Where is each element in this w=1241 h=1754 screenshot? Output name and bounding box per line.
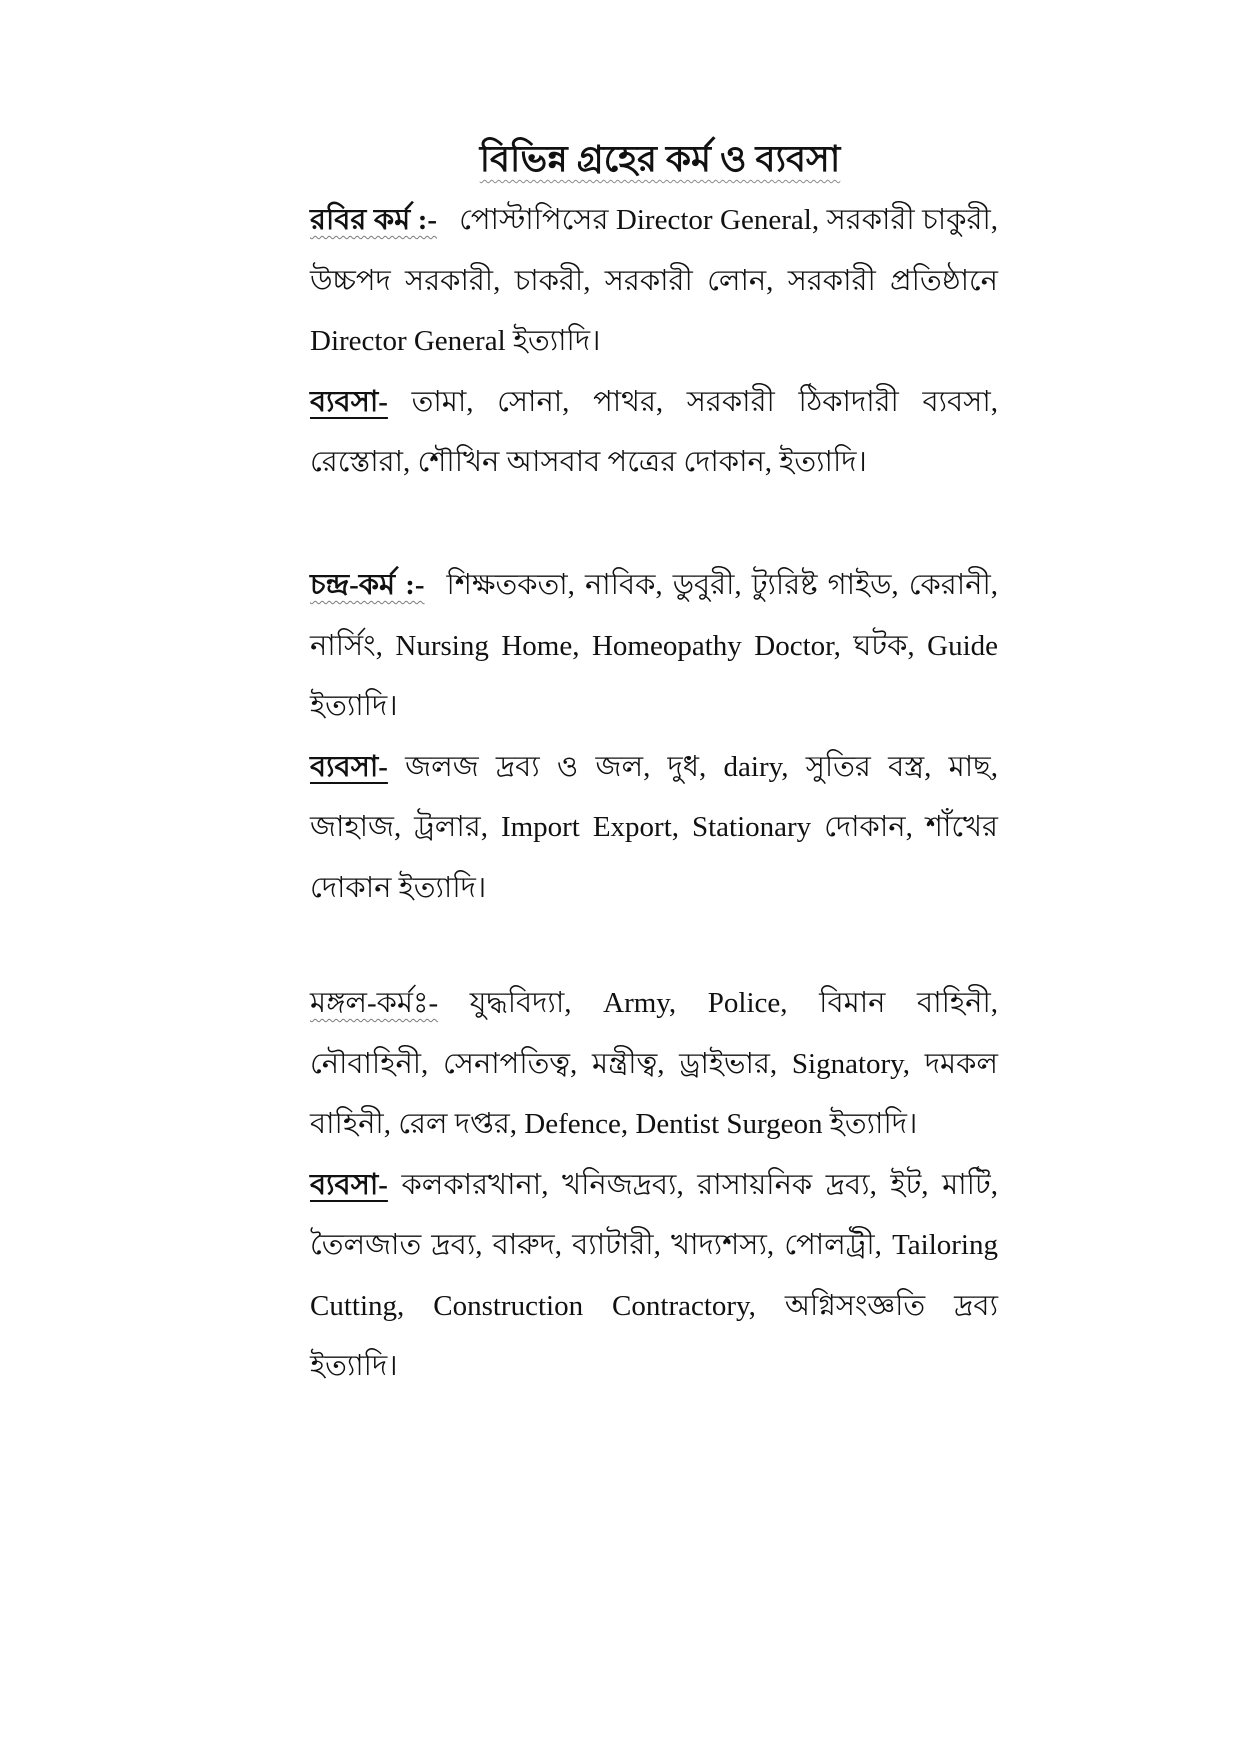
byabsa-paragraph <box>310 737 998 919</box>
karma-paragraph <box>310 973 998 1155</box>
byabsa-label: ব্যবসা- <box>310 385 388 418</box>
karma-paragraph <box>310 190 998 372</box>
karma-text: যুদ্ধবিদ্যা, Army, Police, বিমান বাহিনী, নৌবাহিনী, সেনাপতিত্ব, মন্ত্রীত্ব, ড্রাইভার, Signatory, দমকল বাহিনী, রেল দপ্তর, Defence, Dentist Surgeon ইত্যাদি। <box>310 987 998 1140</box>
section-mangal <box>310 973 998 1397</box>
karma-label: চন্দ্র-কর্ম :- <box>310 569 425 601</box>
karma-paragraph <box>310 555 998 737</box>
karma-label: মঙ্গল-কর্মঃ- <box>310 987 439 1019</box>
byabsa-label: ব্যবসা- <box>310 750 388 783</box>
byabsa-paragraph <box>310 1155 998 1397</box>
section-chandra <box>310 555 998 918</box>
page-title <box>310 132 1010 192</box>
byabsa-label: ব্যবসা- <box>310 1168 388 1201</box>
page-title-text: বিভিন্ন গ্রহের কর্ম ও ব্যবসা <box>479 139 841 179</box>
karma-text: শিক্ষতকতা, নাবিক, ডুবুরী, ট্যুরিষ্ট গাইড, কেরানী, নার্সিং, Nursing Home, Homeopathy Doctor, ঘটক, Guide ইত্যাদি। <box>310 569 998 722</box>
section-ravi <box>310 190 998 493</box>
karma-label: রবির কর্ম :- <box>310 204 438 236</box>
byabsa-paragraph <box>310 372 998 493</box>
byabsa-text: তামা, সোনা, পাথর, সরকারী ঠিকাদারী ব্যবসা, রেস্তোরা, শৌখিন আসবাব পত্রের দোকান, ইত্যাদি। <box>310 385 999 478</box>
byabsa-text: জলজ দ্রব্য ও জল, দুধ, dairy, সুতির বস্ত্র, মাছ, জাহাজ, ট্রলার, Import Export, Stationary দোকান, শাঁখের দোকান ইত্যাদি। <box>310 750 998 904</box>
karma-text: পোস্টাপিসের Director General, সরকারী চাকুরী, উচ্চপদ সরকারী, চাকরী, সরকারী লোন, সরকারী প্রতিষ্ঠানে Director General ইত্যাদি। <box>310 204 998 357</box>
byabsa-text: কলকারখানা, খনিজদ্রব্য, রাসায়নিক দ্রব্য, ইট, মাটি, তৈলজাত দ্রব্য, বারুদ, ব্যাটারী, খাদ্যশস্য, পোলট্রী, Tailoring Cutting, Construction Contractory, অগ্নিসংজ্ঞতি দ্রব্য ইত্যাদি। <box>310 1168 998 1382</box>
